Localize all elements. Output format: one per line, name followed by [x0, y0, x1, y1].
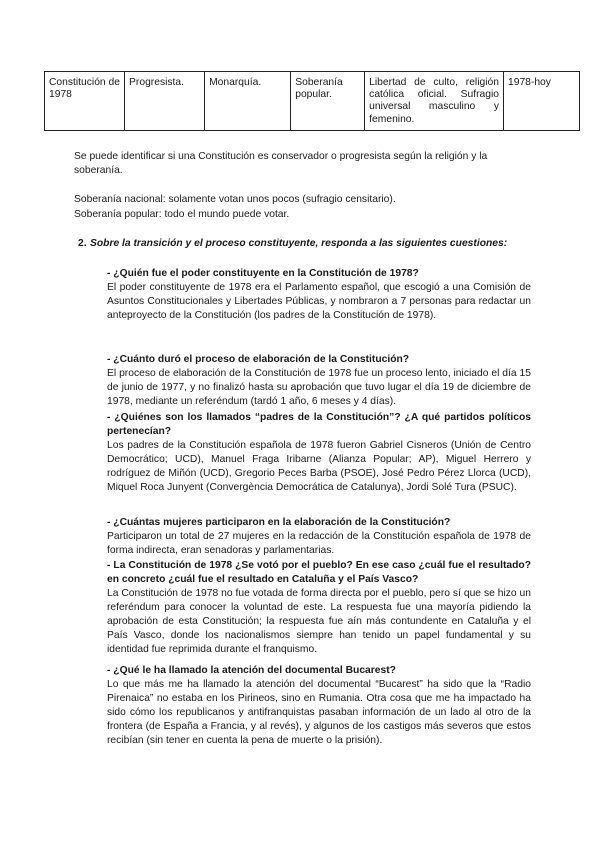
answer: Participaron un total de 27 mujeres en la redacción de la Constitución española de 1978 de forma indirecta, eran senadoras y parlamentarias.	[107, 531, 531, 556]
cell-period: 1978-hoy	[503, 72, 579, 131]
cell-sovereignty: Soberanía popular.	[291, 72, 365, 131]
answer: El poder constituyente de 1978 era el Parlamento español, que escogió a una Comisión de Asuntos Constitucionales y Libertades Públicas, y nombraron a 7 personas para redactar un anteproyecto de la Constitución (los padres de la Constitución de 1978).	[107, 282, 531, 321]
answer: El proceso de elaboración de la Constitución de 1978 fue un proceso lento, iniciado el día 15 de junio de 1977, y no finalizó hasta su aprobación que tuvo lugar el día 19 de diciembre de 1978, mediante un referéndum (tardó 1 año, 6 meses y 4 días).	[107, 368, 531, 407]
qa-block	[107, 516, 531, 558]
question: - ¿Quiénes son los llamados “padres de la Constitución”? ¿A qué partidos políticos pertenecían?	[107, 412, 531, 437]
qa-block	[107, 411, 531, 495]
note-popular: Soberanía popular: todo el mundo puede votar.	[74, 209, 290, 220]
note-national: Soberanía nacional: solamente votan unos pocos (sufragio censitario).	[74, 194, 396, 205]
qa-block	[107, 559, 531, 657]
answer: La Constitución de 1978 no fue votada de forma directa por el pueblo, pero sí que se hizo un referéndum para conocer la voluntad de este. La respuesta fue una mayoría pidiendo la aprobación de esta Constitución; la respuesta fue aín más contundente en Cataluña y el País Vasco, donde los nacionalismos siempre han tenido un papel fundamental y su identidad fue reprimida durante el franquismo.	[107, 588, 531, 655]
constitution-table	[44, 71, 580, 131]
table-row	[45, 72, 580, 131]
cell-ideology: Progresista.	[125, 72, 205, 131]
cell-regime: Monarquía.	[205, 72, 291, 131]
section-title: Sobre la transición y el proceso constituyente, responda a las siguientes cuestiones:	[90, 238, 508, 249]
question: - ¿Quién fue el poder constituyente en la Constitución de 1978?	[107, 268, 419, 279]
section-heading	[78, 237, 530, 251]
qa-block	[107, 664, 531, 748]
answer: Los padres de la Constitución española de 1978 fueron Gabriel Cisneros (Unión de Centro Democrático; UCD), Manuel Fraga Iribarne (Alianza Popular; AP), Miguel Herrero y rodríguez de Miñón (UCD), Gregorio Peces Barba (PSOE), José Pedro Pérez Llorca (UCD), Miquel Roca Junyent (Convergència Democrática de Catalunya), Jordi Solé Tura (PSUC).	[107, 440, 531, 493]
cell-rights: Libertad de culto, religión católica oficial. Sufragio universal masculino y femenino.	[365, 72, 504, 131]
question: - ¿Cuántas mujeres participaron en la elaboración de la Constitución?	[107, 517, 451, 528]
qa-block	[107, 267, 531, 323]
note-identify: Se puede identificar si una Constitución es conservador o progresista según la religión y la soberanía.	[74, 151, 488, 176]
question: - La Constitución de 1978 ¿Se votó por el pueblo? En ese caso ¿cuál fue el resultado? en concreto ¿cuál fue el resultado en Cataluña y el País Vasco?	[107, 560, 531, 585]
answer: Lo que más me ha llamado la atención del documental “Bucarest” ha sido que la “Radio Pirenaica” no estaba en los Pirineos, sino en Rumania. Otra cosa que me ha impactado ha sido cómo los republicanos y antifranquistas pasaban información de un lado al otro de la frontera (de España a Francia, y al revés), y algunos de los castigos más severos que estos recibían (sin tener en cuenta la pena de muerte o la prisión).	[107, 679, 531, 746]
section-number: 2.	[78, 238, 87, 249]
cell-name: Constitución de 1978	[45, 72, 125, 131]
qa-block	[107, 353, 531, 409]
question: - ¿Qué le ha llamado la atención del documental Bucarest?	[107, 665, 396, 676]
question: - ¿Cuánto duró el proceso de elaboración de la Constitución?	[107, 354, 410, 365]
